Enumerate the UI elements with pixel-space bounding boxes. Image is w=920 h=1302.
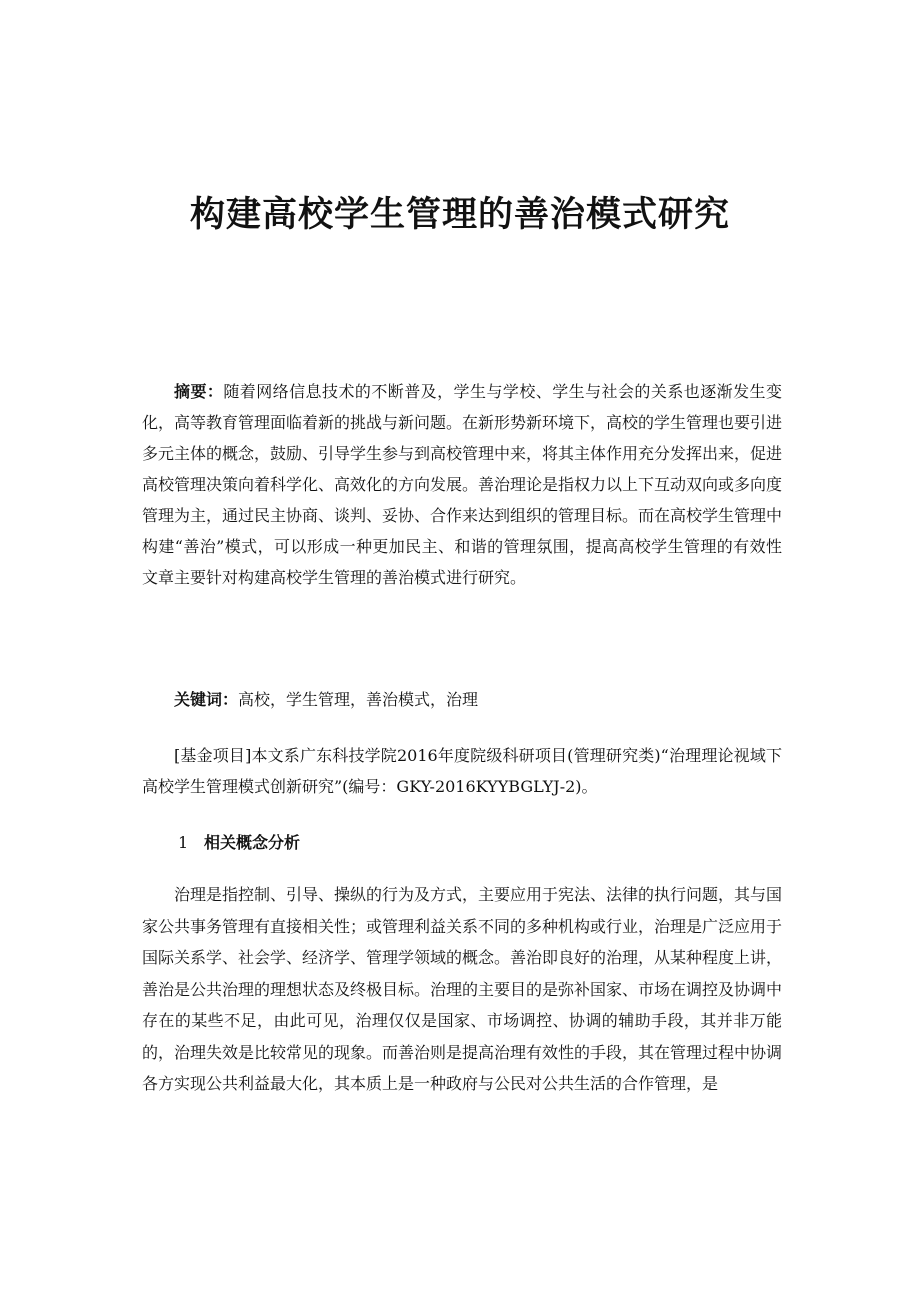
section-heading-block	[142, 827, 782, 858]
keywords-block	[142, 684, 782, 715]
abstract-text: 随着网络信息技术的不断普及，学生与学校、学生与社会的关系也逐渐发生变化，高等教育管理面临着新的挑战与新问题。在新形势新环境下，高校的学生管理也要引进多元主体的概念，鼓励、引导学生参与到高校管理中来，将其主体作用充分发挥出来，促进高校管理决策向着科学化、高效化的方向发展。善治理论是指权力以上下互动双向或多向度管理为主，通过民主协商、谈判、妥协、合作来达到组织的管理目标。而在高校学生管理中构建“善治”模式，可以形成一种更加民主、和谐的管理氛围，提高高校学生管理的有效性文章主要针对构建高校学生管理的善治模式进行研究。	[142, 382, 783, 587]
section-number: 1	[178, 833, 189, 852]
fund-block	[142, 740, 782, 802]
abstract-label: 摘要：	[174, 382, 224, 401]
keywords-paragraph	[142, 684, 782, 715]
keywords-text: 高校，学生管理，善治模式，治理	[238, 690, 479, 709]
body-paragraph-block	[142, 879, 782, 1100]
document-title: 构建高校学生管理的善治模式研究	[189, 195, 730, 235]
section-title: 相关概念分析	[204, 833, 301, 852]
fund-paragraph: [基金项目]本文系广东科技学院2016年度院级科研项目(管理研究类)“治理理论视域下高校学生管理模式创新研究”(编号：GKY-2016KYYBGLYJ-2)。	[142, 746, 782, 796]
abstract-paragraph	[142, 376, 782, 593]
body-paragraph: 治理是指控制、引导、操纵的行为及方式，主要应用于宪法、法律的执行问题，其与国家公共事务管理有直接相关性；或管理利益关系不同的多种机构或行业，治理是广泛应用于国际关系学、社会学、经济学、管理学领域的概念。善治即良好的治理，从某种程度上讲，善治是公共治理的理想状态及终极目标。治理的主要目的是弥补国家、市场在调控及协调中存在的某些不足，由此可见，治理仅仅是国家、市场调控、协调的辅助手段，其并非万能的，治理失效是比较常见的现象。而善治则是提高治理有效性的手段，其在管理过程中协调各方实现公共利益最大化，其本质上是一种政府与公民对公共生活的合作管理，是	[142, 885, 783, 1093]
abstract-block	[142, 376, 782, 593]
keywords-label: 关键词：	[174, 690, 239, 709]
section-heading	[142, 827, 782, 858]
